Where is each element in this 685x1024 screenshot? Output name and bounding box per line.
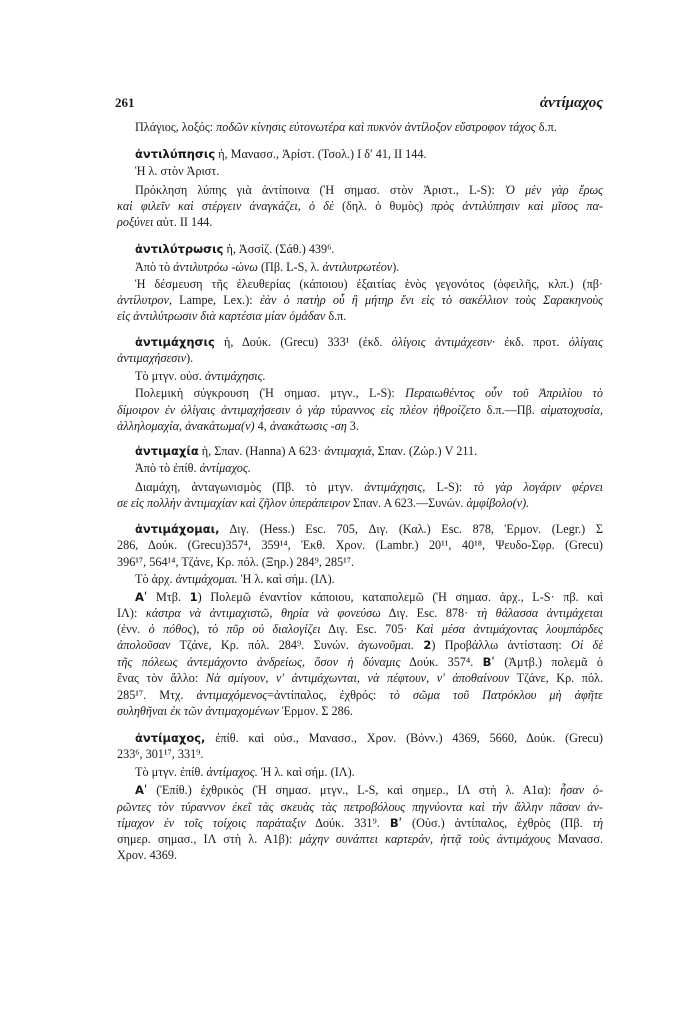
italic-quote: ἀμφίβολο(ν). — [466, 496, 530, 510]
text-run: Διγ. Esc. 878· — [380, 606, 477, 620]
text-run: Δούκ. 331⁹. — [305, 816, 390, 830]
text-line — [117, 351, 603, 366]
text-run: ) Προβάλλω ἀντίσταση: — [431, 638, 572, 652]
text-run: Ἡ λ. καὶ σήμ. (ΙΛ). — [237, 572, 335, 586]
italic-quote: ὀλίγαις — [568, 335, 603, 349]
text-run: ΙΛ): — [117, 606, 146, 620]
bold-term: ἀντιμάχομαι, — [135, 522, 220, 536]
italic-quote: ἀντιμάχησις. — [204, 369, 266, 383]
text-line — [117, 215, 603, 230]
text-run: Πολεμικὴ σύγκρουση (Ἡ σημασ. μτγν., L-S): — [135, 386, 406, 400]
bold-term: ἀντιμαχία — [135, 444, 199, 458]
text-run: αὐτ. ΙΙ 144. — [153, 215, 213, 229]
text-line — [117, 309, 603, 324]
text-line — [135, 260, 603, 275]
text-run: 233⁶, 301¹⁷, 331⁹. — [117, 747, 204, 761]
text-run: Διαμάχη, ἀνταγωνισμὸς (Πβ. τὸ μτγν. — [135, 480, 365, 494]
text-run: ἡ, Ἀσσίζ. (Σάθ.) 439⁶. — [223, 242, 335, 256]
italic-quote: καὶ φιλεῖν καὶ στέργειν ἀναγκάζει, ὁ δὲ — [117, 199, 334, 213]
italic-quote: τὴ — [592, 816, 603, 830]
italic-quote: ἀντιλυτρωτέον — [322, 260, 393, 274]
text-line — [135, 765, 603, 780]
text-run: Διγ. (Hess.) Esc. 705, Διγ. (Καλ.) Esc. 878, Ἑρμον. (Legr.) Σ — [219, 522, 603, 536]
text-run: Μανασσ. — [550, 832, 603, 846]
italic-quote: τίμαχον ἐν τοῖς τοίχοις παράταξιν — [117, 816, 306, 830]
italic-quote: ἀντίμαχος. — [206, 765, 258, 779]
text-run: Μτβ. — [147, 590, 190, 604]
text-run: 4, — [254, 419, 270, 433]
italic-quote: τὸ γὰρ λογάριν φέρνει — [473, 480, 604, 494]
italic-quote: ἐὰν ὁ πατὴρ οὗ ἢ μήτηρ ἔνι εἰς τὸ σακέλλιον τοὺς Σαρακηνοὺς — [259, 293, 603, 307]
italic-quote: ἀλληλομαχία, ἀνακάτωμα(ν) — [117, 419, 255, 433]
text-run: L-S): — [425, 480, 474, 494]
text-run: (Ἀμτβ.) πολεμᾶ ὁ — [494, 655, 604, 669]
text-run: Τὸ μτγν. οὐσ. — [135, 369, 205, 383]
text-line — [117, 747, 603, 762]
entry-headline — [135, 242, 603, 257]
text-run: Σπαν. (Ζώρ.) V 211. — [374, 444, 478, 458]
text-line — [117, 538, 603, 553]
italic-quote: εἰς ἀντιλύτρωσιν διὰ καρτέσια μίαν ὁμάδαν — [117, 309, 326, 323]
text-run: (Ἐπίθ.) ἐχθρικὸς (Ἡ σημασ. μτγν., L-S, καὶ σημερ., ΙΛ στὴ λ. Α1α): — [147, 783, 561, 797]
text-run: Πλάγιος, λοξός: — [135, 120, 217, 134]
text-run: Ἡ δέσμευση τῆς ἐλευθερίας (κάποιου) ἐξαιτίας ἑνὸς γεγονότος (ὀφειλῆς, κλπ.) (πβ· — [135, 277, 603, 291]
text-line — [135, 369, 603, 384]
text-run: Ἡ λ. στὸν Ἀριστ. — [135, 164, 220, 178]
text-line — [135, 120, 603, 135]
text-line — [117, 606, 603, 621]
italic-quote: Καὶ μέσα ἀντιμάχοντας λουμπάρδες — [415, 622, 604, 636]
text-run: ἕνας τὸν ἄλλο: — [117, 671, 206, 685]
text-run: Δούκ. 357⁴. — [400, 655, 483, 669]
text-run: ). — [392, 260, 400, 274]
text-line — [117, 816, 603, 831]
text-run: δ.π. — [535, 120, 557, 134]
italic-quote: ἀντιμαχήσεσιν — [117, 351, 187, 365]
entry-headline — [135, 590, 603, 605]
italic-quote: Οἱ δὲ — [571, 638, 604, 652]
italic-quote: Νὰ σμίγουν, ν' ἀντιμάχωνται, νὰ πέφτουν, ν' ἀποθαίνουν — [205, 671, 510, 685]
text-run: Σπαν. Α 623.—Συνών. — [349, 496, 467, 510]
text-run: ) Πολεμῶ ἐναντίον κάποιου, καταπολεμῶ (Ἡ σημασ. ἀρχ., L-S· πβ. καὶ — [197, 590, 604, 604]
text-line — [117, 704, 603, 719]
text-run: Ἀπὸ τὸ — [135, 260, 174, 274]
text-run: ). — [186, 351, 194, 365]
text-run: 3. — [346, 419, 359, 433]
bold-term: Βʹ — [389, 816, 403, 830]
entry-headline — [135, 783, 603, 798]
italic-quote: ρῶντες τὸν τύραννον ἐκεῖ τὰς σκευὰς τὰς πετροβόλους πηγνύοντα καὶ τὴν ἄλλην πᾶσαν ἀν- — [117, 800, 603, 814]
text-line — [135, 164, 603, 179]
text-run: Τὸ μτγν. ἐπίθ. — [135, 765, 207, 779]
italic-quote: αἱματοχυσία, — [540, 403, 603, 417]
text-run — [414, 638, 423, 652]
text-line — [135, 386, 603, 401]
text-run: Χρον. 4369. — [117, 848, 178, 862]
italic-quote: Ὁ μὲν γὰρ ἔρως — [504, 183, 604, 197]
text-line — [135, 461, 603, 476]
italic-quote: ἀντιμαχόμενος — [196, 688, 268, 702]
text-run: (ἐνν. — [117, 622, 149, 636]
text-line — [117, 555, 603, 570]
text-run: σημερ. σημασ., ΙΛ στὴ λ. Α1β): — [117, 832, 300, 846]
text-run: Ἡ λ. καὶ σήμ. (ΙΛ). — [257, 765, 355, 779]
text-line — [117, 655, 603, 670]
bold-term: Βʹ — [482, 655, 495, 669]
italic-quote: τῆς πόλεως ἀντεμάχοντο ἀνδρείως, ὅσον ἡ δύναμις — [117, 655, 401, 669]
text-run: Τζάνε, Κρ. πόλ. — [509, 671, 604, 685]
text-run: Πρόκληση λύπης γιὰ ἀντίποινα (Ἡ σημασ. στὸν Ἀριστ., L-S): — [135, 183, 505, 197]
italic-quote: τὴ θάλασσα ἀντιμάχεται — [476, 606, 604, 620]
text-run: ἐκδ. προτ. — [494, 335, 569, 349]
text-run: ἡ, Σπαν. (Hanna) Α 623· — [198, 444, 325, 458]
text-line — [135, 277, 603, 292]
text-line — [117, 638, 603, 653]
entry-headline — [135, 335, 603, 350]
text-run: =ἀντίπαλος, ἐχθρός: — [267, 688, 390, 702]
italic-quote: ὀλίγοις ἀντιμάχεσιν· — [391, 335, 495, 349]
italic-quote: ἀγωνοῦμαι. — [358, 638, 414, 652]
text-line — [117, 199, 603, 214]
entry-headline — [135, 147, 603, 162]
text-run: Ἀπὸ τὸ ἐπίθ. — [135, 461, 200, 475]
text-run: ἡ, Δούκ. (Grecu) 333¹ (ἐκδ. — [214, 335, 392, 349]
italic-quote: κάστρα νὰ ἀντιμαχιστῶ, θηρία νὰ φονεύσω — [145, 606, 381, 620]
bold-term: ἀντίμαχος, — [135, 731, 206, 745]
entry-headline — [135, 522, 603, 537]
italic-quote: ροξύνει — [117, 215, 154, 229]
text-line — [117, 496, 603, 511]
text-line — [135, 183, 603, 198]
bold-term: Αʹ — [135, 783, 148, 797]
italic-quote: ποδῶν κίνησις εὐτονωτέρα καὶ πυκνὸν ἀντίλοξον εὔστροφον τάχος — [216, 120, 536, 134]
italic-quote: ἀντίλυτρον, — [117, 293, 172, 307]
text-run: 286, Δούκ. (Grecu)357⁴, 359¹⁴, Ἐκθ. Χρον. (Lambr.) 20¹¹, 40¹⁸, Ψευδο-Σφρ. (Grecu) — [117, 538, 603, 552]
entry-headline — [135, 731, 603, 746]
text-line — [135, 480, 603, 495]
text-line — [117, 293, 603, 308]
text-line — [117, 622, 603, 637]
text-line — [117, 671, 603, 686]
text-run: (Οὐσ.) ἀντίπαλος, ἐχθρὸς (Πβ. — [402, 816, 593, 830]
page-number: 261 — [115, 95, 135, 110]
bold-term: ἀντιλύπησις — [135, 147, 216, 161]
text-line — [117, 832, 603, 847]
running-head: ἀντίμαχος — [539, 95, 603, 111]
italic-quote: ἀντιμάχησις, — [364, 480, 426, 494]
bold-term: Αʹ — [135, 590, 148, 604]
italic-quote: ἀντιμάχομαι. — [175, 572, 238, 586]
italic-quote: πρὸς ἀντιλύπησιν καὶ μῖσος πα- — [431, 199, 603, 213]
text-run: Lampe, Lex.): — [171, 293, 260, 307]
italic-quote: σε εἰς πολλὴν ἀντιμαχίαν καὶ ζῆλον ὑπεράπειρον — [117, 496, 350, 510]
text-line — [117, 800, 603, 815]
text-run: 396¹⁷, 564¹⁴, Τζάνε, Κρ. πόλ. (Ξηρ.) 284⁹, 285¹⁷. — [117, 555, 355, 569]
italic-quote: ἀντιλυτρόω -ώνω — [173, 260, 258, 274]
italic-quote: δίμοιρον ἐν ὀλίγαις ἀντιμαχήσεσιν ὁ γὰρ τύραννος εἰς πλέον ἠθροίζετο — [117, 403, 481, 417]
italic-quote: τὸ σῶμα τοῦ Πατρόκλου μὴ ἀφῆτε — [389, 688, 603, 702]
italic-quote: Περαιωθέντος οὖν τοῦ Ἀπριλίου τὸ — [405, 386, 603, 400]
text-run: ), — [192, 622, 208, 636]
text-run: ἡ, Μανασσ., Ἀρίστ. (Τσολ.) Ι δʹ 41, ΙΙ 144. — [215, 147, 427, 161]
italic-quote: μάχην συνάπτει καρτεράν, ἡττᾷ τοὺς ἀντιμάχους — [299, 832, 551, 846]
text-run: Διγ. Esc. 705· — [320, 622, 416, 636]
bold-term: ἀντιλύτρωσις — [135, 242, 224, 256]
text-run: δ.π. — [325, 309, 347, 323]
text-run: 285¹⁷. Μτχ. — [117, 688, 197, 702]
italic-quote: ἀνακάτωσις -ση — [269, 419, 347, 433]
italic-quote: ἀντίμαχος. — [199, 461, 251, 475]
bold-term: 1 — [189, 590, 198, 604]
italic-quote: ἀπολοῦσαν — [117, 638, 171, 652]
italic-quote: ὁ πόθος — [148, 622, 193, 636]
text-line — [117, 419, 603, 434]
text-line — [117, 403, 603, 418]
text-line — [117, 848, 603, 863]
text-run: Τζάνε, Κρ. πόλ. 284⁹. Συνών. — [170, 638, 359, 652]
text-run: (δηλ. ὁ θυμὸς) — [333, 199, 432, 213]
bold-term: ἀντιμάχησις — [135, 335, 215, 349]
text-run: (Πβ. L-S, λ. — [257, 260, 323, 274]
italic-quote: συληθῆναι ἐκ τῶν ἀντιμαχομένων — [117, 704, 279, 718]
text-line — [117, 688, 603, 703]
entry-headline — [135, 444, 603, 459]
italic-quote: τὸ πῦρ οὐ διαλογίζει — [207, 622, 321, 636]
text-run: Τὸ ἀρχ. — [135, 572, 176, 586]
text-line — [135, 572, 603, 587]
italic-quote: ἀντιμαχιά, — [324, 444, 375, 458]
text-run: δ.π.—Πβ. — [480, 403, 541, 417]
italic-quote: ἦσαν ὁ- — [560, 783, 604, 797]
text-run: Ἑρμον. Σ 286. — [278, 704, 353, 718]
text-run: ἐπίθ. καὶ οὐσ., Μανασσ., Χρον. (Βόνν.) 4369, 5660, Δούκ. (Grecu) — [205, 731, 603, 745]
bold-term: 2 — [423, 638, 432, 652]
